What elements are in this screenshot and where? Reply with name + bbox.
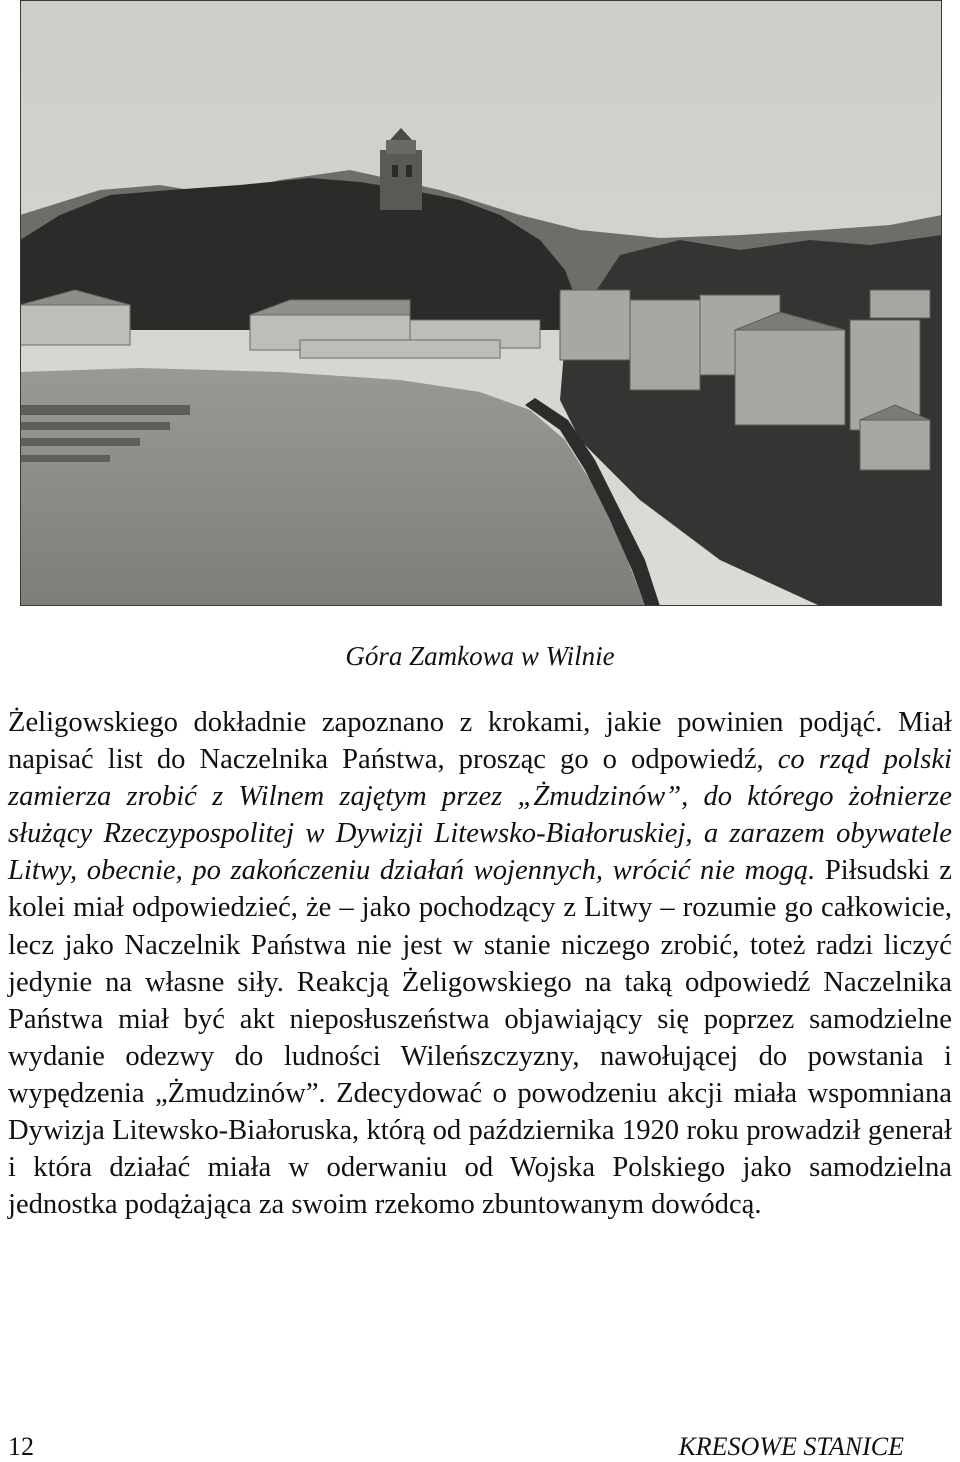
body-text-regular-2: Piłsudski z kolei miał odpowiedzieć, że – jako pochodzący z Litwy – rozumie go całkowicie, lecz jako Naczelnik Państwa nie jest w stanie niczego zrobić, toteż radzi liczyć jedynie na własne siły. Reakcją Żeligowskiego na taką odpowiedź Naczelnika Państwa miał być akt nieposłuszeństwa objawiający się poprzez samodzielne wydanie odezwy do ludności Wileńszczyzny, nawołującej do powstania i wypędzenia „Żmudzinów”. Zdecydować o powodzeniu akcji miała wspomniana Dywizja Litewsko-Białoruska, którą od października 1920 roku prowadził generał i która działać miała w oderwaniu od Wojska Polskiego jako samodzielna jednostka podążająca za swoim rzekomo zbuntowanym dowódcą. (8, 855, 953, 1221)
body-text-regular-1: Żeligowskiego dokładnie zapoznano z krokami, jakie powinien podjąć. Miał napisać list do Naczelnika Państwa, prosząc go o odpowiedź, (8, 707, 952, 776)
page-number: 12 (8, 1432, 34, 1461)
figure-caption-text: Góra Zamkowa w Wilnie (345, 641, 615, 671)
body-text-italic-quote: co rząd polski zamierza zrobić z Wilnem zajętym przez „Żmudzinów”, do którego żołnierze służący Rzeczypospolitej w Dywizji Litewsko-Białoruskiej, a zarazem obywatele Litwy, obecnie, po zakończeniu działań wojennych, wrócić nie mogą. (8, 744, 952, 887)
photo-castle-tower (380, 128, 422, 210)
figure-caption (0, 638, 960, 674)
castle-hill-photograph (20, 0, 942, 606)
running-footer-title: KRESOWE STANICE (678, 1432, 904, 1461)
body-paragraph (8, 704, 952, 1223)
